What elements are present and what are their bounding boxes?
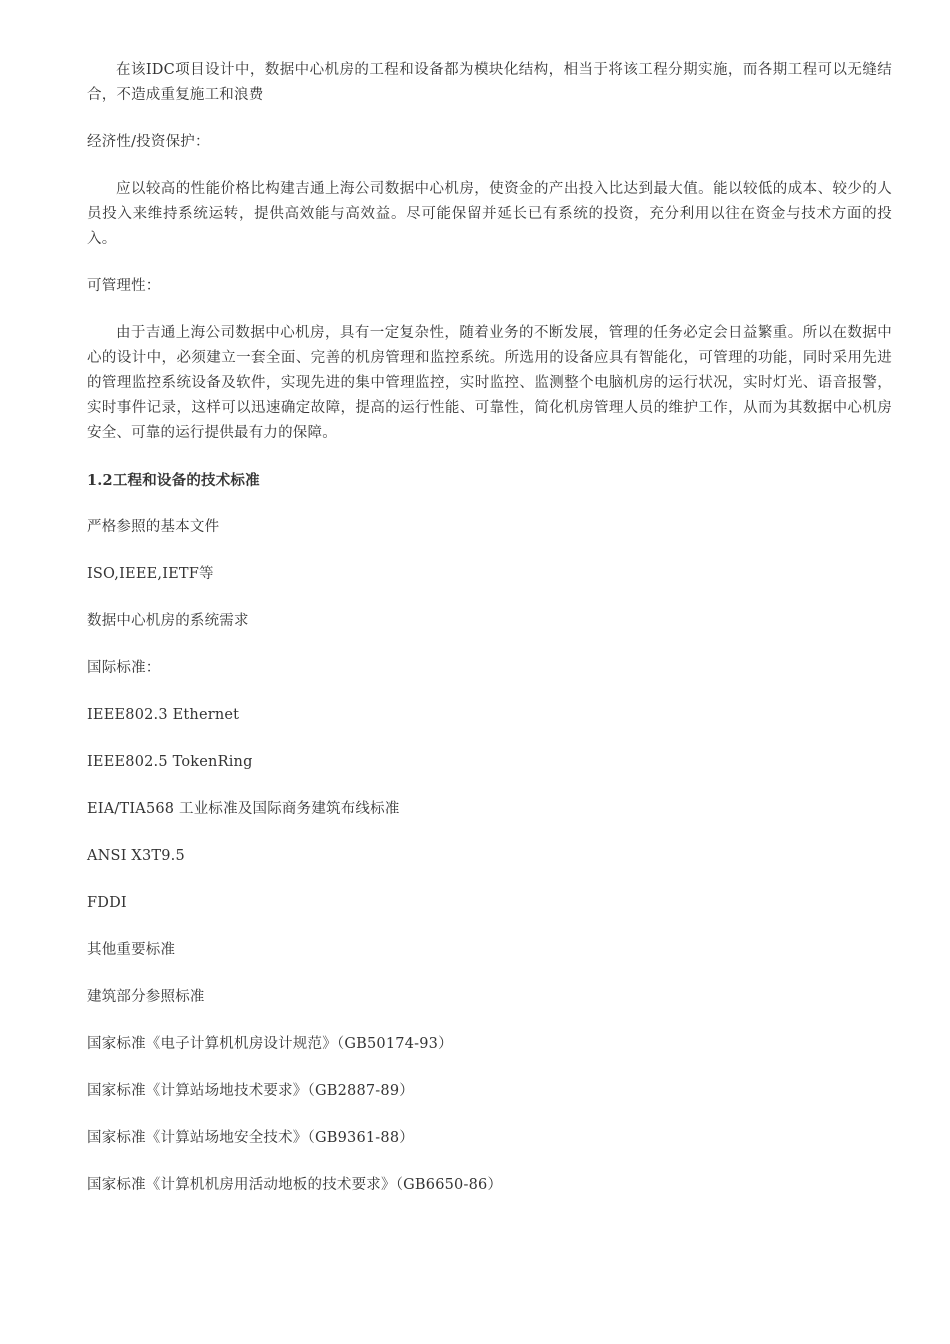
spacer [87, 681, 892, 703]
list-item: FDDI [87, 895, 127, 911]
spacer [87, 155, 892, 177]
list-item: IEEE802.3 Ethernet [87, 707, 240, 723]
spacer [87, 252, 892, 274]
list-item: 国家标准《电子计算机机房设计规范》（GB50174-93） [87, 1036, 453, 1052]
list-item: EIA/TIA568 工业标准及国际商务建筑布线标准 [87, 801, 400, 817]
spacer [87, 587, 892, 609]
list-item: 国际标准： [87, 660, 161, 676]
list-item: ANSI X3T9.5 [87, 848, 185, 864]
list-item: IEEE802.5 TokenRing [87, 754, 253, 770]
spacer [87, 634, 892, 656]
spacer [87, 1057, 892, 1079]
list-item: 其他重要标准 [87, 942, 176, 958]
spacer [87, 1151, 892, 1173]
spacer [87, 775, 892, 797]
list-item: 国家标准《计算机机房用活动地板的技术要求》（GB6650-86） [87, 1177, 503, 1193]
list-item: 国家标准《计算站场地安全技术》（GB9361-88） [87, 1130, 414, 1146]
spacer [87, 916, 892, 938]
spacer [87, 299, 892, 321]
paragraph-economy: 应以较高的性能价格比构建吉通上海公司数据中心机房，使资金的产出投入比达到最大值。能以较低的成本、较少的人员投入来维持系统运转，提供高效能与高效益。尽可能保留并延长已有系统的投资，充分利用以往在资金与技术方面的投入。 [87, 181, 892, 247]
list-item: ISO,IEEE,IETF等 [87, 566, 214, 582]
spacer [87, 869, 892, 891]
spacer [87, 1010, 892, 1032]
spacer [87, 728, 892, 750]
list-item: 建筑部分参照标准 [87, 989, 205, 1005]
spacer [87, 1104, 892, 1126]
label-economy: 经济性/投资保护： [87, 134, 210, 150]
paragraph-modular: 在该IDC项目设计中，数据中心机房的工程和设备都为模块化结构，相当于将该工程分期实施，而各期工程可以无缝结合，不造成重复施工和浪费 [87, 62, 892, 103]
section-title: 1.2工程和设备的技术标准 [87, 472, 260, 489]
list-item: 国家标准《计算站场地技术要求》（GB2887-89） [87, 1083, 414, 1099]
document-page [87, 58, 892, 1198]
spacer [87, 822, 892, 844]
spacer [87, 540, 892, 562]
label-manageability: 可管理性： [87, 278, 161, 294]
spacer [87, 963, 892, 985]
paragraph-manageability: 由于吉通上海公司数据中心机房，具有一定复杂性，随着业务的不断发展，管理的任务必定会日益繁重。所以在数据中心的设计中，必须建立一套全面、完善的机房管理和监控系统。所选用的设备应具有智能化，可管理的功能，同时采用先进的管理监控系统设备及软件，实现先进的集中管理监控，实时监控、监测整个电脑机房的运行状况，实时灯光、语音报警，实时事件记录，这样可以迅速确定故障，提高的运行性能、可靠性，简化机房管理人员的维护工作，从而为其数据中心机房安全、可靠的运行提供最有力的保障。 [87, 325, 892, 441]
spacer [87, 493, 892, 515]
list-item: 严格参照的基本文件 [87, 519, 220, 535]
spacer [87, 108, 892, 130]
list-item: 数据中心机房的系统需求 [87, 613, 249, 629]
spacer [87, 446, 892, 468]
